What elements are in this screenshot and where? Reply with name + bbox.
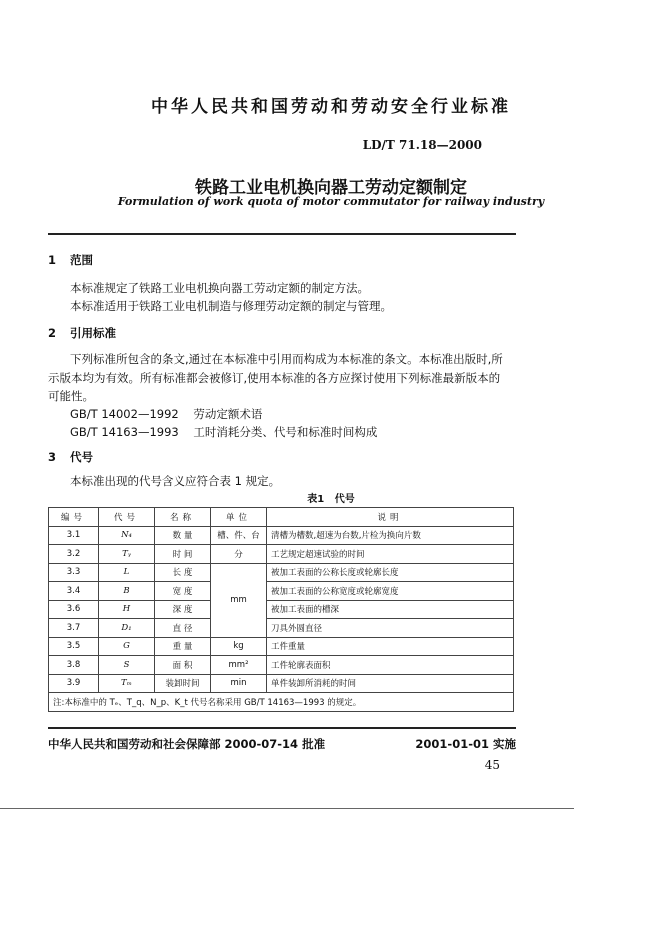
section-2-heading [48, 325, 116, 341]
header-name: 名称 [155, 508, 211, 527]
row-symbol: Tᵧ [99, 545, 155, 564]
section-1-line-1: 本标准规定了铁路工业电机换向器工劳动定额的制定方法。 [70, 281, 369, 295]
table-row [49, 600, 514, 619]
table-header-row [49, 508, 514, 527]
row-description: 工艺规定超速试验的时间 [267, 545, 514, 564]
standard-code: LD/T 71.18—2000 [362, 138, 482, 152]
issuing-body-title: 中华人民共和国劳动和劳动安全行业标准 [151, 97, 511, 117]
section-2-para-line-1: 下列标准所包含的条文,通过在本标准中引用而构成为本标准的条文。本标准出版时,所 [70, 352, 503, 366]
row-no: 3.5 [49, 637, 99, 656]
document-title-cn: 铁路工业电机换向器工劳动定额制定 [195, 178, 467, 198]
section-title: 代号 [70, 450, 93, 464]
bottom-rule [48, 727, 516, 729]
row-name: 直 径 [155, 619, 211, 638]
row-description: 单件装卸所消耗的时间 [267, 674, 514, 693]
section-title: 引用标准 [70, 326, 116, 340]
row-symbol: L [99, 563, 155, 582]
row-no: 3.9 [49, 674, 99, 693]
table-note: 注:本标准中的 Tₑ、T_q、N_p、K_t 代号名称采用 GB/T 14163—1993 的规定。 [49, 693, 514, 712]
row-name: 长 度 [155, 563, 211, 582]
row-description: 被加工表面的槽深 [267, 600, 514, 619]
row-unit: mm² [211, 656, 267, 675]
table-row [49, 526, 514, 545]
approval-statement: 中华人民共和国劳动和社会保障部 2000-07-14 批准 [48, 737, 326, 751]
table-row [49, 545, 514, 564]
reference-2: GB/T 14163—1993 工时消耗分类、代号和标准时间构成 [70, 425, 378, 439]
row-no: 3.7 [49, 619, 99, 638]
section-number: 1 [48, 253, 57, 267]
row-no: 3.8 [49, 656, 99, 675]
row-name: 面 积 [155, 656, 211, 675]
row-description: 被加工表面的公称长度或轮廓长度 [267, 563, 514, 582]
table-row [49, 637, 514, 656]
row-symbol: Tₘ [99, 674, 155, 693]
header-description: 说明 [267, 508, 514, 527]
header-no: 编号 [49, 508, 99, 527]
reference-1: GB/T 14002—1992 劳动定额术语 [70, 407, 263, 421]
row-no: 3.6 [49, 600, 99, 619]
merged-unit-cell: mm [211, 563, 267, 637]
row-name: 宽 度 [155, 582, 211, 601]
section-number: 3 [48, 450, 57, 464]
row-description: 刀具外圆直径 [267, 619, 514, 638]
row-unit: min [211, 674, 267, 693]
row-description: 工件重量 [267, 637, 514, 656]
header-unit: 单位 [211, 508, 267, 527]
section-2-para-line-2: 示版本均为有效。所有标准都会被修订,使用本标准的各方应探讨使用下列标准最新版本的 [48, 371, 501, 385]
row-symbol: D₁ [99, 619, 155, 638]
table-row [49, 582, 514, 601]
row-no: 3.2 [49, 545, 99, 564]
row-name: 装卸时间 [155, 674, 211, 693]
page-number: 45 [484, 758, 500, 772]
row-symbol: B [99, 582, 155, 601]
table-caption: 表1 代号 [307, 494, 355, 505]
effective-date: 2001-01-01 实施 [415, 737, 516, 751]
scan-edge-line [0, 808, 574, 809]
section-3-intro: 本标准出现的代号含义应符合表 1 规定。 [70, 474, 281, 488]
row-unit: 分 [211, 545, 267, 564]
row-description: 被加工表面的公称宽度或轮廓宽度 [267, 582, 514, 601]
row-name: 深 度 [155, 600, 211, 619]
row-name: 数 量 [155, 526, 211, 545]
table-row [49, 563, 514, 582]
section-2-para-line-3: 可能性。 [48, 389, 94, 403]
code-table [48, 507, 514, 712]
row-description: 工件轮廓表面积 [267, 656, 514, 675]
row-symbol: G [99, 637, 155, 656]
header-symbol: 代号 [99, 508, 155, 527]
row-no: 3.3 [49, 563, 99, 582]
section-1-line-2: 本标准适用于铁路工业电机制造与修理劳动定额的制定与管理。 [70, 299, 392, 313]
table-note-row [49, 693, 514, 712]
row-symbol: H [99, 600, 155, 619]
table-row [49, 674, 514, 693]
row-no: 3.1 [49, 526, 99, 545]
row-name: 时 间 [155, 545, 211, 564]
table-row [49, 619, 514, 638]
section-3-heading [48, 449, 93, 465]
row-no: 3.4 [49, 582, 99, 601]
row-name: 重 量 [155, 637, 211, 656]
section-title: 范围 [70, 253, 93, 267]
top-rule [48, 233, 516, 235]
section-1-heading [48, 252, 93, 268]
document-title-en: Formulation of work quota of motor commutator for railway industry [117, 195, 545, 208]
row-symbol: N₄ [99, 526, 155, 545]
row-symbol: S [99, 656, 155, 675]
row-unit: kg [211, 637, 267, 656]
section-number: 2 [48, 326, 57, 340]
row-description: 清槽为槽数,超速为台数,片检为换向片数 [267, 526, 514, 545]
row-unit: 槽、件、台 [211, 526, 267, 545]
table-row [49, 656, 514, 675]
